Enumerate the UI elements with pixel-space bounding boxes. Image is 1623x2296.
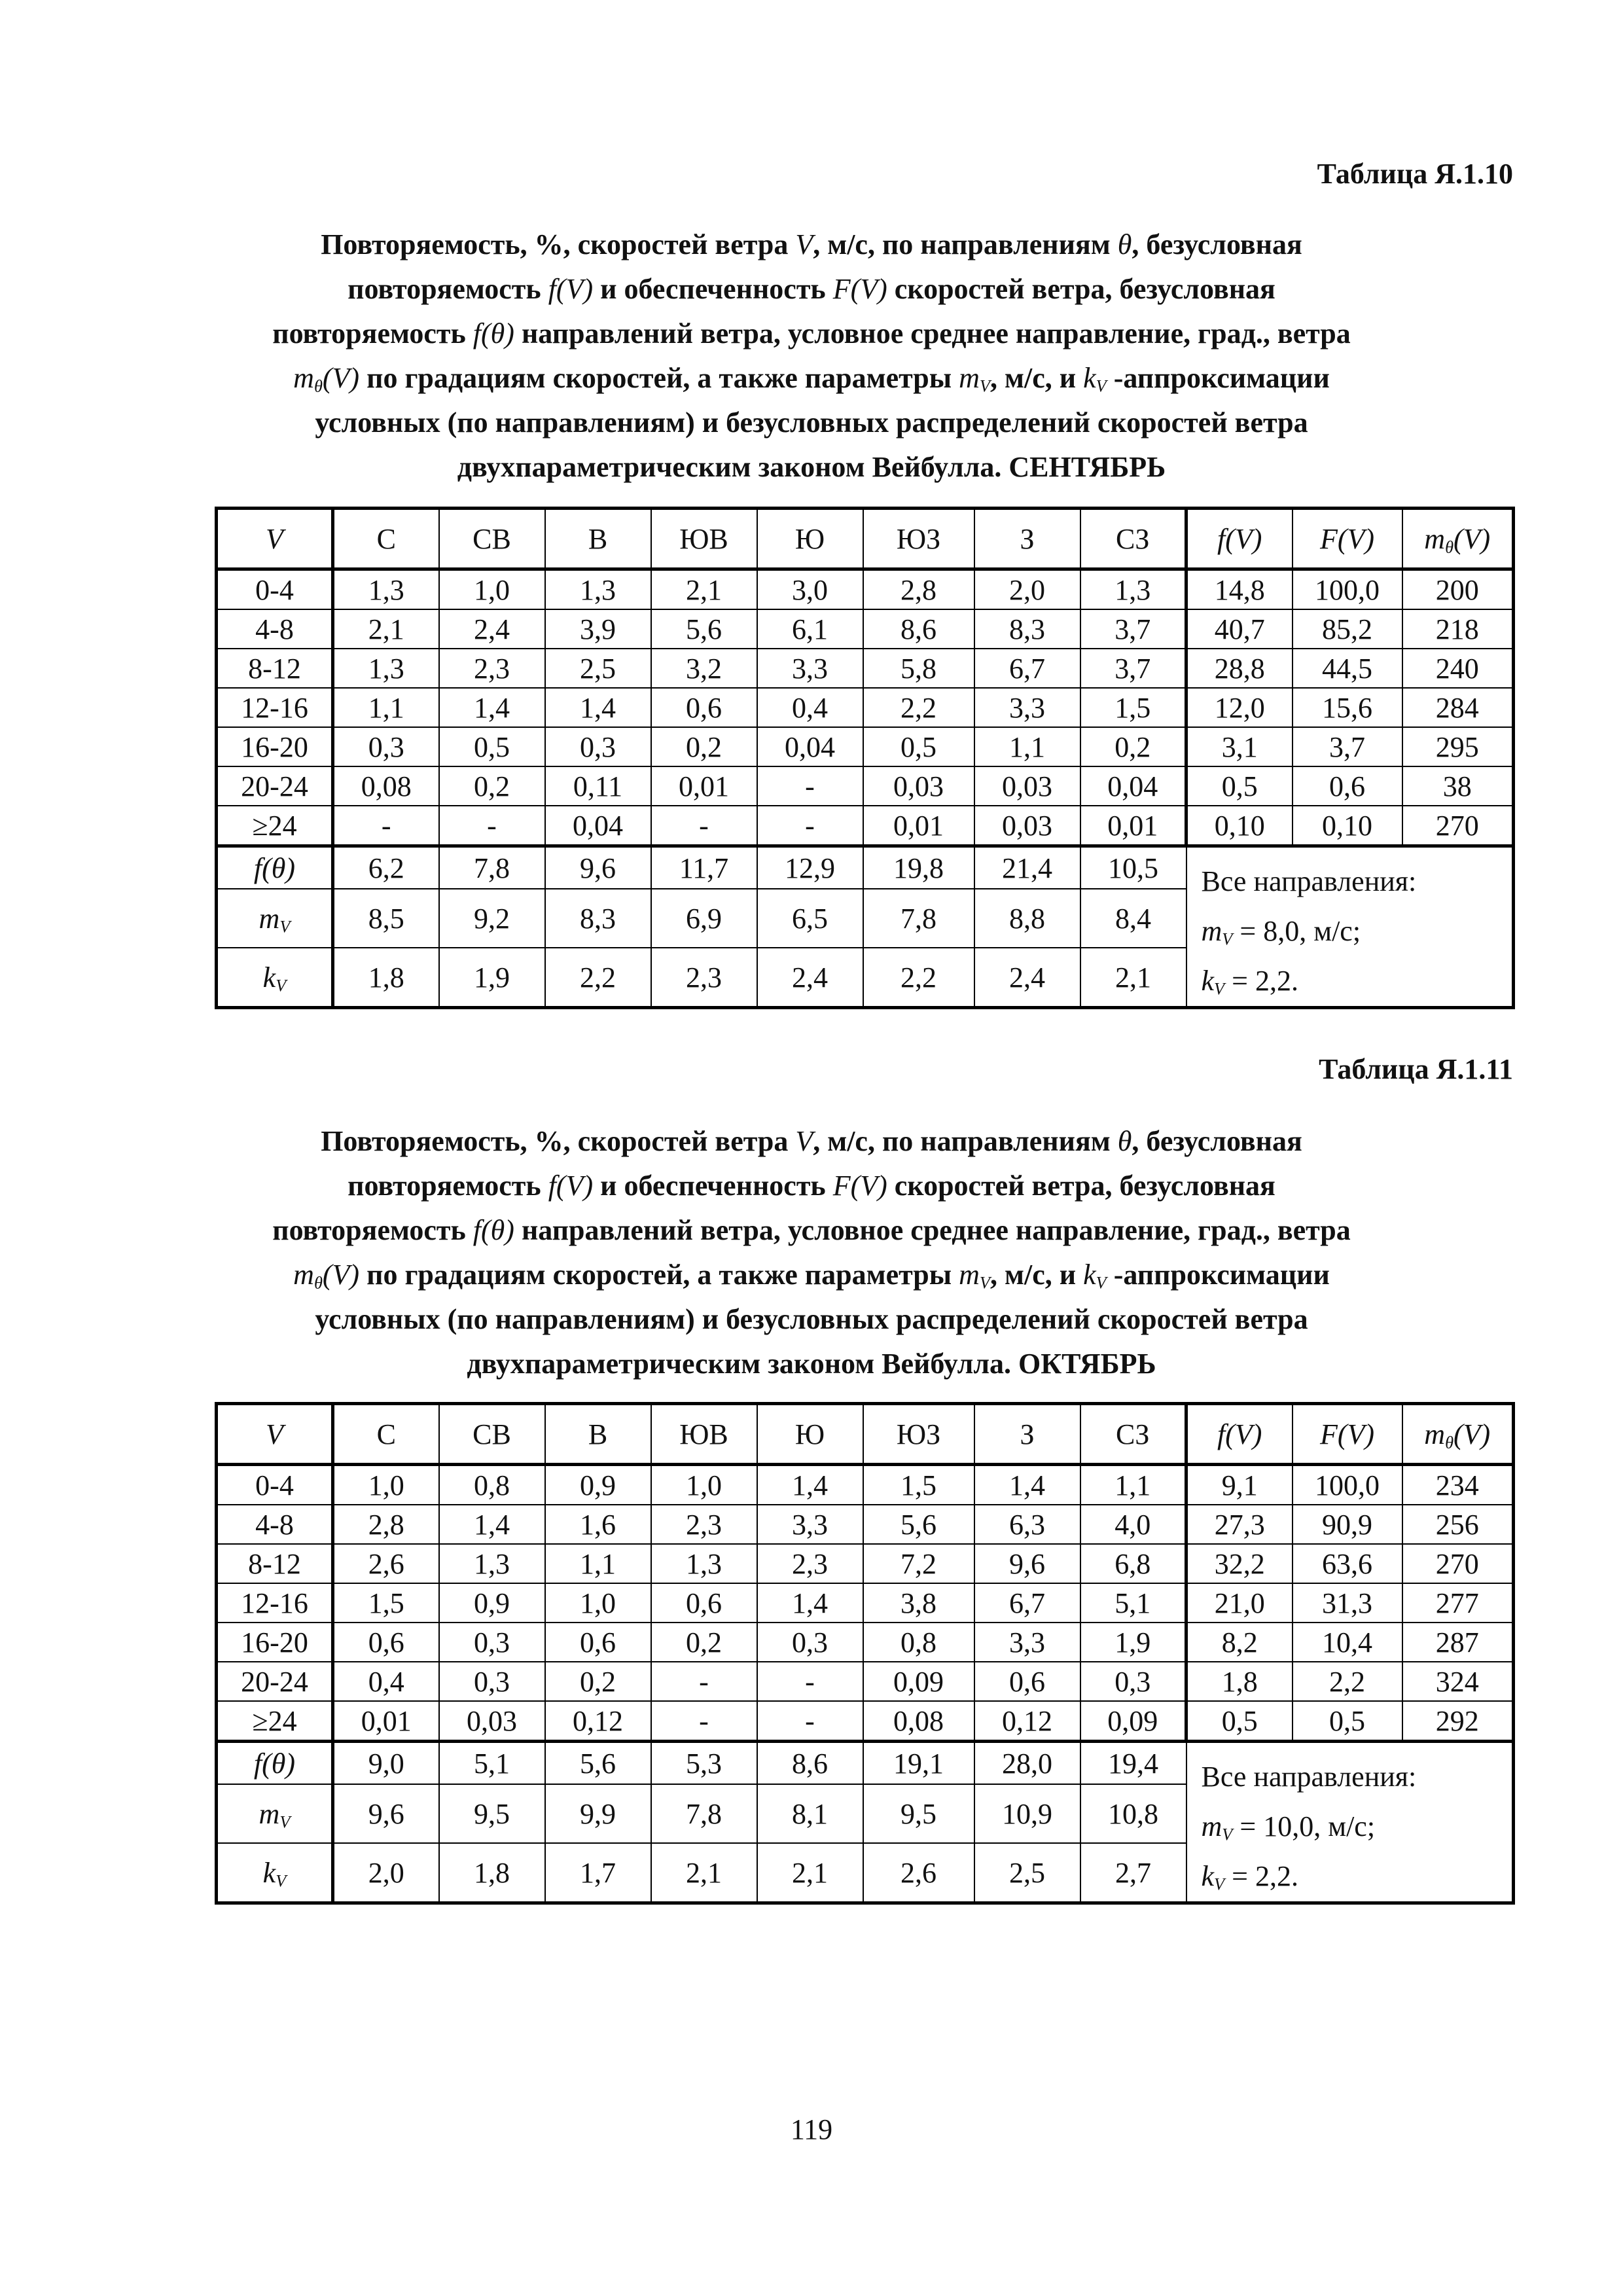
table-cell: 28,0 — [974, 1742, 1080, 1785]
table-cell: 1,3 — [333, 649, 439, 688]
table-cell: 2,6 — [333, 1544, 439, 1583]
column-header: СВ — [439, 1404, 545, 1465]
table-cell: 1,5 — [863, 1465, 974, 1505]
table-cell: 0,04 — [757, 727, 863, 766]
table-cell: 90,9 — [1293, 1505, 1402, 1544]
table-cell: 1,4 — [439, 688, 545, 727]
table-cell: 0,12 — [974, 1701, 1080, 1742]
table-cell: 3,8 — [863, 1583, 974, 1623]
table-cell: 2,1 — [757, 1843, 863, 1903]
table-cell: 2,1 — [651, 1843, 757, 1903]
summary-cell — [1186, 846, 1514, 1008]
column-header: ЮВ — [651, 1404, 757, 1465]
table-cell: 1,4 — [545, 688, 651, 727]
table-cell: 31,3 — [1293, 1583, 1402, 1623]
table-cell: 3,9 — [545, 609, 651, 649]
table-row — [217, 1544, 1514, 1583]
table-cell: 3,3 — [974, 688, 1080, 727]
table-cell: 21,4 — [974, 846, 1080, 889]
table-cell: 3,7 — [1080, 649, 1186, 688]
table-cell: 15,6 — [1293, 688, 1402, 727]
column-header: В — [545, 509, 651, 569]
table-cell: 284 — [1402, 688, 1514, 727]
table-cell: 12,9 — [757, 846, 863, 889]
table-cell: 1,5 — [1080, 688, 1186, 727]
table-cell: 1,3 — [439, 1544, 545, 1583]
table-cell: - — [757, 1701, 863, 1742]
table-cell: 2,6 — [863, 1843, 974, 1903]
table-cell: 0,3 — [545, 727, 651, 766]
table-cell: 85,2 — [1293, 609, 1402, 649]
table-cell: 1,0 — [333, 1465, 439, 1505]
table-cell: 9,6 — [545, 846, 651, 889]
table-row — [217, 1505, 1514, 1544]
table-cell: 1,6 — [545, 1505, 651, 1544]
table-cell: 0,5 — [439, 727, 545, 766]
table-cell: 270 — [1402, 806, 1514, 846]
table-cell: 8,3 — [545, 889, 651, 948]
column-header: ЮЗ — [863, 1404, 974, 1465]
table-cell: 0,5 — [1293, 1701, 1402, 1742]
summary-title: Все направления: — [1201, 1761, 1417, 1793]
column-header: F(V) — [1293, 1404, 1402, 1465]
table-cell: 1,7 — [545, 1843, 651, 1903]
table-cell: 1,8 — [1186, 1662, 1293, 1701]
table-cell: 295 — [1402, 727, 1514, 766]
table-row — [217, 1742, 1514, 1785]
table-cell: - — [757, 766, 863, 806]
table-cell: 0,3 — [757, 1623, 863, 1662]
table-cell: 10,4 — [1293, 1623, 1402, 1662]
table-cell: 5,6 — [863, 1505, 974, 1544]
table-row — [217, 1465, 1514, 1505]
table-cell: 7,8 — [863, 889, 974, 948]
row-header: $k_V$ — [217, 948, 333, 1007]
table-row — [217, 1701, 1514, 1742]
row-header: $m_V$ — [217, 889, 333, 948]
table-cell: 32,2 — [1186, 1544, 1293, 1583]
table-cell: 0,01 — [1080, 806, 1186, 846]
table-cell: 0,2 — [545, 1662, 651, 1701]
table-cell: 292 — [1402, 1701, 1514, 1742]
table-cell: 1,8 — [439, 1843, 545, 1903]
table-cell: 2,2 — [863, 948, 974, 1007]
table-cell: 1,9 — [439, 948, 545, 1007]
table-cell: 11,7 — [651, 846, 757, 889]
table-cell: 5,1 — [439, 1742, 545, 1785]
table-cell: 1,8 — [333, 948, 439, 1007]
column-header: СЗ — [1080, 1404, 1186, 1465]
table-cell: 5,3 — [651, 1742, 757, 1785]
table-cell: 287 — [1402, 1623, 1514, 1662]
column-header: З — [974, 1404, 1080, 1465]
table-cell: 324 — [1402, 1662, 1514, 1701]
column-header: f(V) — [1186, 509, 1293, 569]
table-cell: 7,8 — [439, 846, 545, 889]
table-cell: 12,0 — [1186, 688, 1293, 727]
table-cell: 1,3 — [651, 1544, 757, 1583]
column-header: С — [333, 1404, 439, 1465]
table-row — [217, 688, 1514, 727]
table-cell: 0,3 — [439, 1662, 545, 1701]
table-cell: 1,4 — [974, 1465, 1080, 1505]
summary-cell — [1186, 1742, 1514, 1903]
table-cell: 2,7 — [1080, 1843, 1186, 1903]
table-cell: 1,1 — [1080, 1465, 1186, 1505]
column-header: В — [545, 1404, 651, 1465]
table-row — [217, 609, 1514, 649]
table-cell: 44,5 — [1293, 649, 1402, 688]
table-cell: 100,0 — [1293, 1465, 1402, 1505]
column-header: ЮЗ — [863, 509, 974, 569]
table-cell: 8,4 — [1080, 889, 1186, 948]
table-cell: 9,0 — [333, 1742, 439, 1785]
table-cell: 19,4 — [1080, 1742, 1186, 1785]
header-row — [217, 509, 1514, 569]
table-cell: 9,9 — [545, 1784, 651, 1843]
table-cell: 6,7 — [974, 1583, 1080, 1623]
table-cell: 3,3 — [974, 1623, 1080, 1662]
table-cell: 2,3 — [651, 948, 757, 1007]
table-cell: 1,4 — [757, 1583, 863, 1623]
table-cell: 100,0 — [1293, 569, 1402, 610]
table-cell: 0,03 — [439, 1701, 545, 1742]
table-cell: 9,5 — [439, 1784, 545, 1843]
table-cell: 0,6 — [1293, 766, 1402, 806]
table-cell: 8,6 — [757, 1742, 863, 1785]
column-header: С — [333, 509, 439, 569]
table-cell: 0,3 — [1080, 1662, 1186, 1701]
table-cell: 2,1 — [651, 569, 757, 610]
table-cell: 0,10 — [1186, 806, 1293, 846]
table-cell: 5,8 — [863, 649, 974, 688]
table-cell: 2,2 — [545, 948, 651, 1007]
row-header: f(θ) — [217, 846, 333, 889]
column-header: СВ — [439, 509, 545, 569]
row-header: 16-20 — [217, 727, 333, 766]
table-cell: 0,08 — [333, 766, 439, 806]
table-label: Таблица Я.1.10 — [1317, 158, 1513, 190]
table-cell: 0,6 — [651, 688, 757, 727]
table-cell: 3,7 — [1293, 727, 1402, 766]
table-cell: 2,3 — [651, 1505, 757, 1544]
table-cell: 3,3 — [757, 1505, 863, 1544]
table-cell: 0,09 — [1080, 1701, 1186, 1742]
table-cell: 5,6 — [651, 609, 757, 649]
table-cell: 2,8 — [863, 569, 974, 610]
table-cell: 14,8 — [1186, 569, 1293, 610]
table-row — [217, 1662, 1514, 1701]
column-header: V — [217, 509, 333, 569]
table-cell: 0,03 — [863, 766, 974, 806]
table-cell: 2,0 — [974, 569, 1080, 610]
table-cell: 0,08 — [863, 1701, 974, 1742]
table-cell: 0,09 — [863, 1662, 974, 1701]
table-cell: 38 — [1402, 766, 1514, 806]
row-header: 0-4 — [217, 1465, 333, 1505]
table-cell: 0,6 — [974, 1662, 1080, 1701]
table-cell: 2,4 — [757, 948, 863, 1007]
table-cell: 2,2 — [863, 688, 974, 727]
table-row — [217, 727, 1514, 766]
summary-m: $m_V = 10,0$, м/с; — [1201, 1810, 1376, 1844]
table-cell: 21,0 — [1186, 1583, 1293, 1623]
table-cell: 1,9 — [1080, 1623, 1186, 1662]
row-header: f(θ) — [217, 1742, 333, 1785]
table-cell: 0,01 — [863, 806, 974, 846]
table-cell: 2,3 — [439, 649, 545, 688]
table-cell: 2,1 — [1080, 948, 1186, 1007]
column-header: f(V) — [1186, 1404, 1293, 1465]
summary-k: $k_V = 2,2$. — [1201, 965, 1298, 999]
row-header: ≥24 — [217, 1701, 333, 1742]
table-cell: 6,8 — [1080, 1544, 1186, 1583]
column-header: $m_\theta(V)$ — [1402, 509, 1514, 569]
row-header: 4-8 — [217, 609, 333, 649]
table-cell: 6,3 — [974, 1505, 1080, 1544]
table-cell: 0,04 — [1080, 766, 1186, 806]
table-cell: 6,7 — [974, 649, 1080, 688]
table-cell: 0,11 — [545, 766, 651, 806]
column-header: СЗ — [1080, 509, 1186, 569]
table-row — [217, 1583, 1514, 1623]
table-cell: 234 — [1402, 1465, 1514, 1505]
row-header: 4-8 — [217, 1505, 333, 1544]
table-cell: - — [651, 1701, 757, 1742]
table-cell: 1,0 — [545, 1583, 651, 1623]
table-cell: 19,1 — [863, 1742, 974, 1785]
table-cell: 6,5 — [757, 889, 863, 948]
table-cell: 9,1 — [1186, 1465, 1293, 1505]
table-cell: 1,3 — [545, 569, 651, 610]
data-table — [215, 1402, 1515, 1905]
table-cell: 10,5 — [1080, 846, 1186, 889]
table-cell: 0,03 — [974, 766, 1080, 806]
summary-m: $m_V = 8,0$, м/с; — [1201, 915, 1361, 949]
table-cell: 0,6 — [333, 1623, 439, 1662]
table-cell: 8,1 — [757, 1784, 863, 1843]
table-cell: 3,3 — [757, 649, 863, 688]
table-cell: 6,1 — [757, 609, 863, 649]
table-cell: 0,12 — [545, 1701, 651, 1742]
table-cell: 10,8 — [1080, 1784, 1186, 1843]
column-header: F(V) — [1293, 509, 1402, 569]
table-cell: 7,8 — [651, 1784, 757, 1843]
table-cell: 8,6 — [863, 609, 974, 649]
summary-title: Все направления: — [1201, 865, 1417, 897]
table-cell: - — [333, 806, 439, 846]
table-cell: 3,0 — [757, 569, 863, 610]
table-cell: 1,3 — [333, 569, 439, 610]
table-cell: 0,3 — [333, 727, 439, 766]
column-header: V — [217, 1404, 333, 1465]
summary-k: $k_V = 2,2$. — [1201, 1860, 1298, 1894]
table-cell: 40,7 — [1186, 609, 1293, 649]
row-header: 20-24 — [217, 1662, 333, 1701]
table-row — [217, 569, 1514, 610]
table-row — [217, 1623, 1514, 1662]
table-cell: 218 — [1402, 609, 1514, 649]
table-cell: 2,0 — [333, 1843, 439, 1903]
table-cell: 0,10 — [1293, 806, 1402, 846]
column-header: Ю — [757, 509, 863, 569]
table-cell: 8,3 — [974, 609, 1080, 649]
table-cell: 8,5 — [333, 889, 439, 948]
table-cell: 8,8 — [974, 889, 1080, 948]
table-cell: 27,3 — [1186, 1505, 1293, 1544]
table-cell: 240 — [1402, 649, 1514, 688]
table-row — [217, 806, 1514, 846]
column-header: З — [974, 509, 1080, 569]
table-caption: Повторяемость, %, скоростей ветра V, м/с, по направлениям θ, безусловная повторяемость f(V) и обеспеченность F(V) скоростей ветра, безусловная повторяемость f(θ) направлений ветра, условное среднее направление, град., ветра $m_\theta(V)$ по градациям скоростей, а также параметры $m_V$, м/с, и $k_V$ -аппроксимации условных (по направлениям) и безусловных распределений скоростей ветра двухпараметрическим законом Вейбулла. ОКТЯБРЬ — [272, 1125, 1351, 1380]
table-cell: 200 — [1402, 569, 1514, 610]
table-row — [217, 766, 1514, 806]
table-cell: 0,03 — [974, 806, 1080, 846]
column-header: Ю — [757, 1404, 863, 1465]
table-cell: - — [757, 1662, 863, 1701]
table-cell: 1,1 — [545, 1544, 651, 1583]
table-cell: 1,4 — [757, 1465, 863, 1505]
table-cell: 0,9 — [545, 1465, 651, 1505]
row-header: 8-12 — [217, 1544, 333, 1583]
row-header: $k_V$ — [217, 1843, 333, 1903]
column-header: ЮВ — [651, 509, 757, 569]
table-cell: - — [651, 1662, 757, 1701]
table-cell: 4,0 — [1080, 1505, 1186, 1544]
table-cell: 28,8 — [1186, 649, 1293, 688]
table-cell: 1,4 — [439, 1505, 545, 1544]
row-header: 0-4 — [217, 569, 333, 610]
row-header: 8-12 — [217, 649, 333, 688]
table-cell: 5,6 — [545, 1742, 651, 1785]
table-cell: 2,5 — [974, 1843, 1080, 1903]
table-cell: 2,2 — [1293, 1662, 1402, 1701]
table-cell: 9,6 — [333, 1784, 439, 1843]
table-cell: 277 — [1402, 1583, 1514, 1623]
table-cell: 0,4 — [333, 1662, 439, 1701]
row-header: 12-16 — [217, 688, 333, 727]
table-cell: - — [439, 806, 545, 846]
row-header: $m_V$ — [217, 1784, 333, 1843]
table-cell: 6,9 — [651, 889, 757, 948]
table-cell: 1,5 — [333, 1583, 439, 1623]
table-cell: 0,01 — [333, 1701, 439, 1742]
table-cell: 8,2 — [1186, 1623, 1293, 1662]
table-cell: - — [651, 806, 757, 846]
table-cell: 0,3 — [439, 1623, 545, 1662]
table-cell: 2,3 — [757, 1544, 863, 1583]
table-cell: 0,5 — [863, 727, 974, 766]
table-cell: 10,9 — [974, 1784, 1080, 1843]
table-cell: 0,01 — [651, 766, 757, 806]
table-row — [217, 649, 1514, 688]
row-header: ≥24 — [217, 806, 333, 846]
table-cell: 9,5 — [863, 1784, 974, 1843]
table-cell: 7,2 — [863, 1544, 974, 1583]
table-cell: 2,1 — [333, 609, 439, 649]
page-number: 119 — [790, 2113, 833, 2145]
table-cell: 1,1 — [974, 727, 1080, 766]
table-cell: 3,7 — [1080, 609, 1186, 649]
table-cell: 0,8 — [439, 1465, 545, 1505]
table-cell: 9,6 — [974, 1544, 1080, 1583]
table-cell: 256 — [1402, 1505, 1514, 1544]
table-cell: 2,5 — [545, 649, 651, 688]
table-cell: 1,0 — [651, 1465, 757, 1505]
table-cell: 1,3 — [1080, 569, 1186, 610]
table-cell: 0,2 — [1080, 727, 1186, 766]
table-cell: 9,2 — [439, 889, 545, 948]
table-cell: 0,5 — [1186, 1701, 1293, 1742]
column-header: $m_\theta(V)$ — [1402, 1404, 1514, 1465]
row-header: 12-16 — [217, 1583, 333, 1623]
table-cell: 2,4 — [974, 948, 1080, 1007]
table-cell: 0,2 — [651, 1623, 757, 1662]
table-cell: 5,1 — [1080, 1583, 1186, 1623]
row-header: 20-24 — [217, 766, 333, 806]
table-cell: 19,8 — [863, 846, 974, 889]
table-cell: 0,9 — [439, 1583, 545, 1623]
table-cell: 0,6 — [651, 1583, 757, 1623]
table-cell: 270 — [1402, 1544, 1514, 1583]
table-cell: 6,2 — [333, 846, 439, 889]
table-cell: 0,5 — [1186, 766, 1293, 806]
table-label: Таблица Я.1.11 — [1319, 1053, 1513, 1085]
table-cell: 1,1 — [333, 688, 439, 727]
header-row — [217, 1404, 1514, 1465]
table-cell: 0,2 — [439, 766, 545, 806]
table-cell: 0,6 — [545, 1623, 651, 1662]
table-cell: 3,2 — [651, 649, 757, 688]
table-cell: 0,04 — [545, 806, 651, 846]
table-cell: 2,4 — [439, 609, 545, 649]
table-cell: 0,8 — [863, 1623, 974, 1662]
table-cell: 63,6 — [1293, 1544, 1402, 1583]
table-caption: Повторяемость, %, скоростей ветра V, м/с, по направлениям θ, безусловная повторяемость f(V) и обеспеченность F(V) скоростей ветра, безусловная повторяемость f(θ) направлений ветра, условное среднее направление, град., ветра $m_\theta(V)$ по градациям скоростей, а также параметры $m_V$, м/с, и $k_V$ -аппроксимации условных (по направлениям) и безусловных распределений скоростей ветра двухпараметрическим законом Вейбулла. СЕНТЯБРЬ — [272, 228, 1351, 483]
table-cell: 3,1 — [1186, 727, 1293, 766]
table-cell: 0,4 — [757, 688, 863, 727]
table-cell: - — [757, 806, 863, 846]
table-row — [217, 846, 1514, 889]
row-header: 16-20 — [217, 1623, 333, 1662]
table-cell: 0,2 — [651, 727, 757, 766]
table-cell: 2,8 — [333, 1505, 439, 1544]
table-cell: 1,0 — [439, 569, 545, 610]
data-table — [215, 507, 1515, 1009]
